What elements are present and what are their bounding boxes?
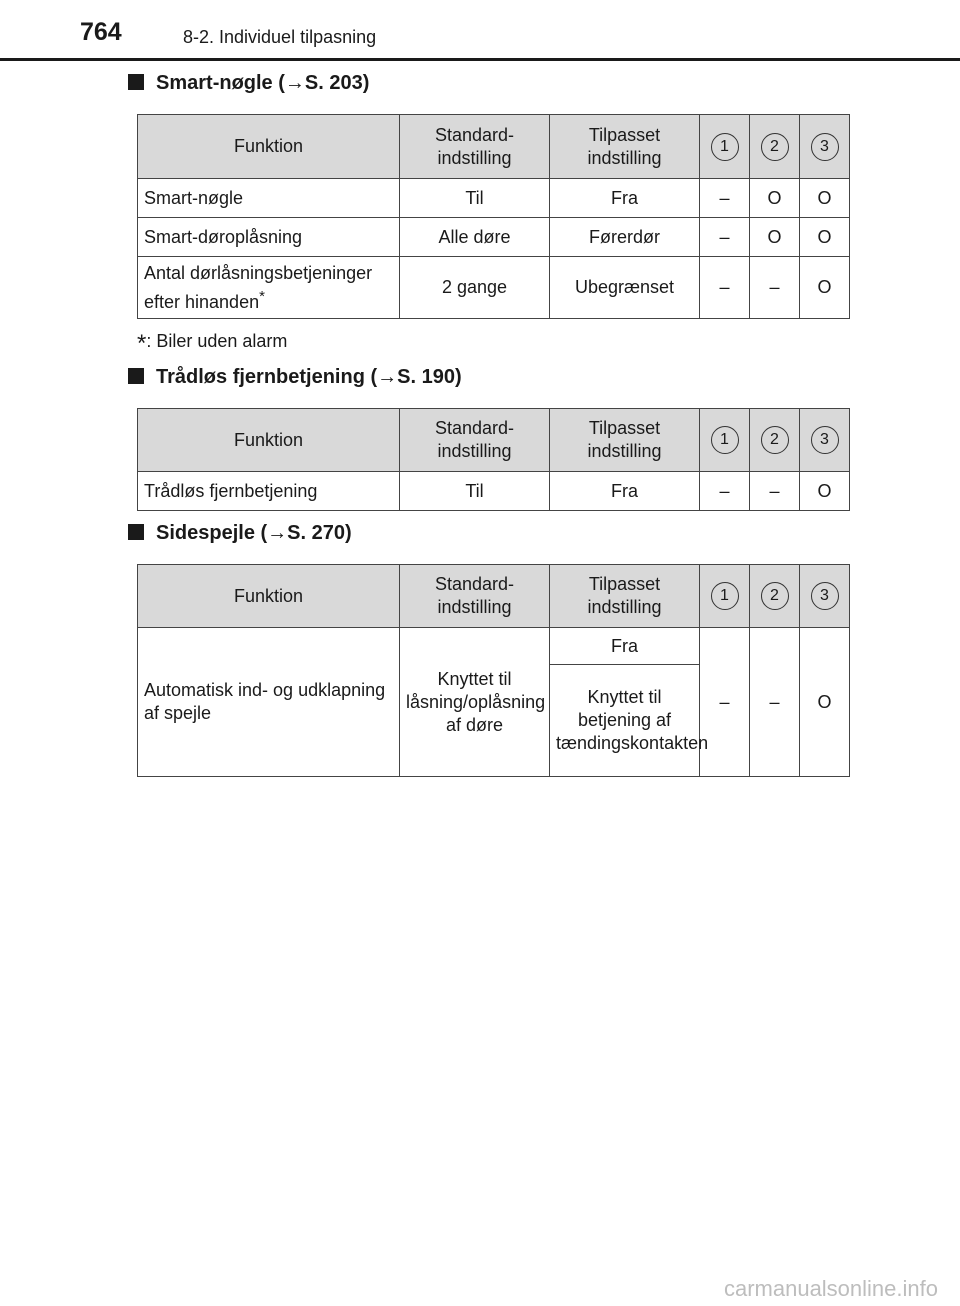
- side-mirrors-table: [137, 564, 850, 777]
- circled-3-icon: 3: [811, 426, 839, 454]
- square-bullet-icon: [128, 524, 144, 540]
- circled-2-icon: 2: [761, 426, 789, 454]
- table-row: Antal dørlåsningsbetjeninger efter hinanden* 2 gange Ubegrænset – – O: [138, 257, 850, 319]
- chapter-title: 8-2. Individuel tilpasning: [183, 27, 377, 47]
- col-2: [750, 115, 800, 179]
- circled-1-icon: 1: [711, 133, 739, 161]
- circled-1-icon: 1: [711, 426, 739, 454]
- footnote: *: Biler uden alarm: [137, 330, 288, 357]
- wireless-remote-table: [137, 408, 850, 511]
- page-header: [0, 0, 960, 62]
- circled-3-icon: 3: [811, 582, 839, 610]
- footnote-mark: *: [259, 287, 265, 305]
- page-number: 764: [80, 18, 122, 46]
- circled-2-icon: 2: [761, 582, 789, 610]
- col-3: [800, 115, 850, 179]
- watermark: carmanualsonline.info: [723, 1276, 938, 1301]
- table-header-row: Funktion Standard-indstilling Tilpasset indstilling 1 2 3: [138, 409, 850, 472]
- table-row: Knyttet til betjening af tændingskontakten: [138, 665, 850, 777]
- table-row: Smart-nøgle Til Fra – O O: [138, 179, 850, 218]
- table-header-row: Funktion Standard-indstilling Tilpasset indstilling 1 2 3: [138, 565, 850, 628]
- header-rule: [0, 58, 960, 61]
- table-row: Automatisk ind- og udklapning af spejle Knyttet til låsning/oplåsning af døre Fra – – O: [138, 628, 850, 665]
- square-bullet-icon: [128, 74, 144, 90]
- col-tilpasset: Tilpasset indstilling: [550, 115, 700, 179]
- table-row: Smart-døroplåsning Alle døre Førerdør – O O: [138, 218, 850, 257]
- col-funktion: Funktion: [138, 115, 400, 179]
- circled-2-icon: 2: [761, 133, 789, 161]
- table-row: Trådløs fjernbetjening Til Fra – – O: [138, 472, 850, 511]
- circled-3-icon: 3: [811, 133, 839, 161]
- col-1: [700, 115, 750, 179]
- col-standard: Standard-indstilling: [400, 115, 550, 179]
- section-heading-smart-key: Smart-nøgle (→S. 203): [128, 72, 369, 95]
- smart-key-table: [137, 114, 850, 319]
- section-heading-wireless-remote: Trådløs fjernbetjening (→S. 190): [128, 366, 462, 389]
- circled-1-icon: 1: [711, 582, 739, 610]
- square-bullet-icon: [128, 368, 144, 384]
- section-heading-side-mirrors: Sidespejle (→S. 270): [128, 522, 352, 545]
- table-header-row: [138, 115, 850, 179]
